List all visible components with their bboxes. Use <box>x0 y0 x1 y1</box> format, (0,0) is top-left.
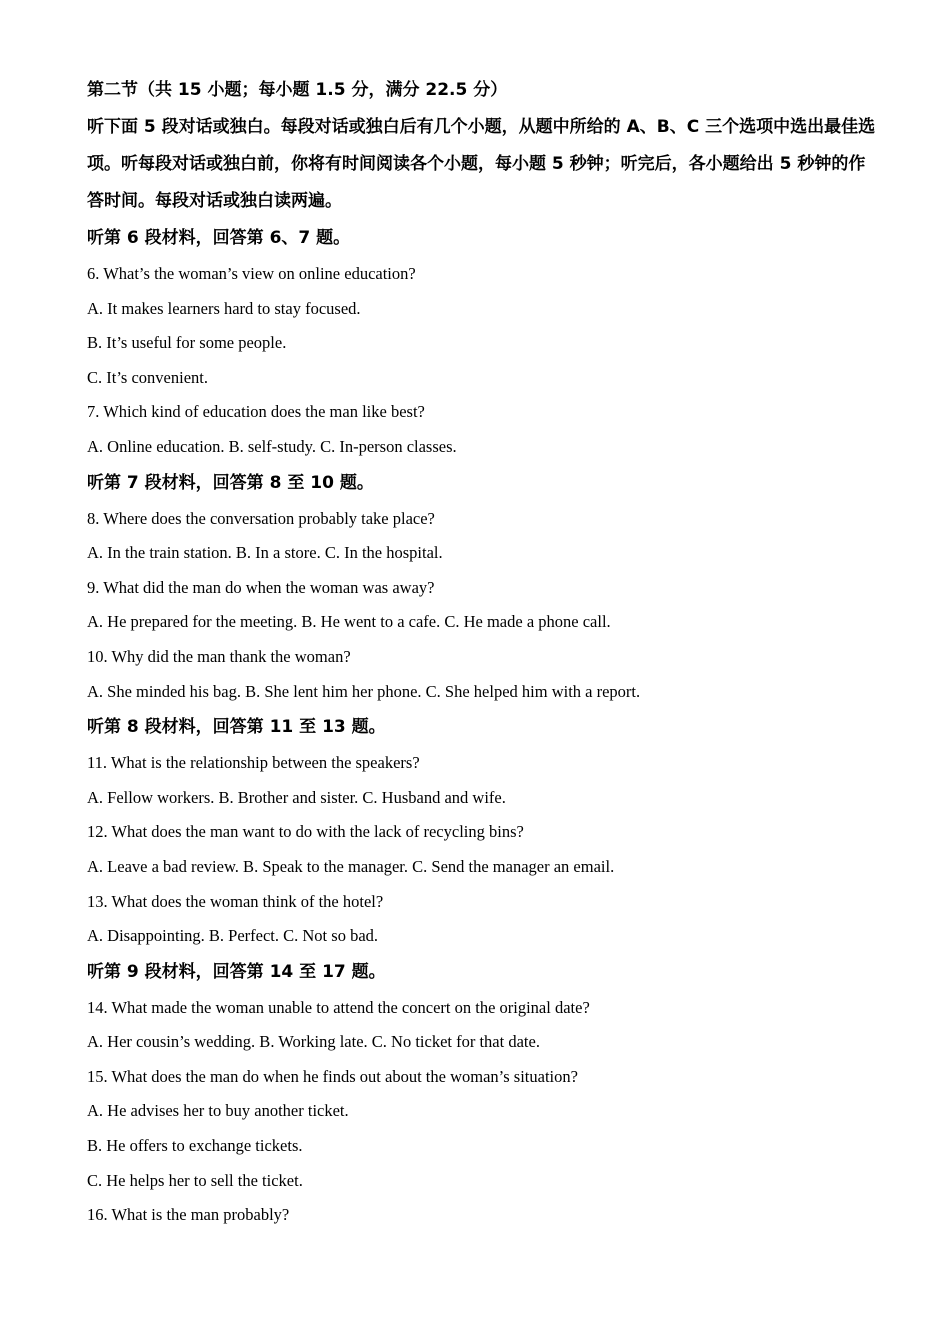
question-14-options: A. Her cousin’s wedding. B. Working late. C. No ticket for that date. <box>87 1032 540 1052</box>
question-group-8 <box>87 709 877 954</box>
question-15: 15. What does the man do when he finds out about the woman’s situation? <box>87 1066 578 1086</box>
question-6-option-a: A. It makes learners hard to stay focused. <box>87 298 361 318</box>
question-14: 14. What made the woman unable to attend the concert on the original date? <box>87 997 590 1017</box>
question-13-options: A. Disappointing. B. Perfect. C. Not so bad. <box>87 926 379 946</box>
question-group-9 <box>87 954 877 1233</box>
group-heading: 听第 7 段材料，回答第 8 至 10 题。 <box>87 472 374 493</box>
question-13: 13. What does the woman think of the hotel? <box>87 891 384 911</box>
question-10-options: A. She minded his bag. B. She lent him her phone. C. She helped him with a report. <box>87 681 641 701</box>
question-12-options: A. Leave a bad review. B. Speak to the manager. C. Send the manager an email. <box>87 856 615 876</box>
question-7: 7. Which kind of education does the man like best? <box>87 402 425 422</box>
question-11: 11. What is the relationship between the speakers? <box>87 753 420 773</box>
question-6-option-c: C. It’s convenient. <box>87 367 208 387</box>
question-8: 8. Where does the conversation probably take place? <box>87 508 435 528</box>
group-heading: 听第 9 段材料，回答第 14 至 17 题。 <box>87 961 386 982</box>
section-instructions: 听下面 5 段对话或独白。每段对话或独白后有几个小题，从题中所给的 A、B、C 三个选项中选出最佳选项。听每段对话或独白前，你将有时间阅读各个小题，每小题 5 秒钟；听完后，各小题给出 5 秒钟的作答时间。每段对话或独白读两遍。 <box>87 117 876 211</box>
question-6-option-b: B. It’s useful for some people. <box>87 333 287 353</box>
question-11-options: A. Fellow workers. B. Brother and sister. C. Husband and wife. <box>87 787 506 807</box>
question-16: 16. What is the man probably? <box>87 1205 290 1225</box>
section-title: 第二节（共 15 小题；每小题 1.5 分，满分 22.5 分） <box>87 80 508 100</box>
question-15-option-c: C. He helps her to sell the ticket. <box>87 1170 303 1190</box>
question-15-option-b: B. He offers to exchange tickets. <box>87 1136 303 1156</box>
group-heading: 听第 6 段材料，回答第 6、7 题。 <box>87 228 351 248</box>
document-content <box>87 72 877 1233</box>
question-15-option-a: A. He advises her to buy another ticket. <box>87 1101 349 1121</box>
question-12: 12. What does the man want to do with the lack of recycling bins? <box>87 822 524 842</box>
question-7-options: A. Online education. B. self-study. C. In-person classes. <box>87 436 457 456</box>
question-9-options: A. He prepared for the meeting. B. He went to a cafe. C. He made a phone call. <box>87 612 611 632</box>
question-6: 6. What’s the woman’s view on online education? <box>87 264 416 283</box>
question-group-7 <box>87 465 877 710</box>
group-heading: 听第 8 段材料，回答第 11 至 13 题。 <box>87 717 386 738</box>
question-10: 10. Why did the man thank the woman? <box>87 646 351 666</box>
question-group-6 <box>87 220 877 465</box>
question-9: 9. What did the man do when the woman was away? <box>87 577 435 597</box>
question-8-options: A. In the train station. B. In a store. C. In the hospital. <box>87 543 443 563</box>
